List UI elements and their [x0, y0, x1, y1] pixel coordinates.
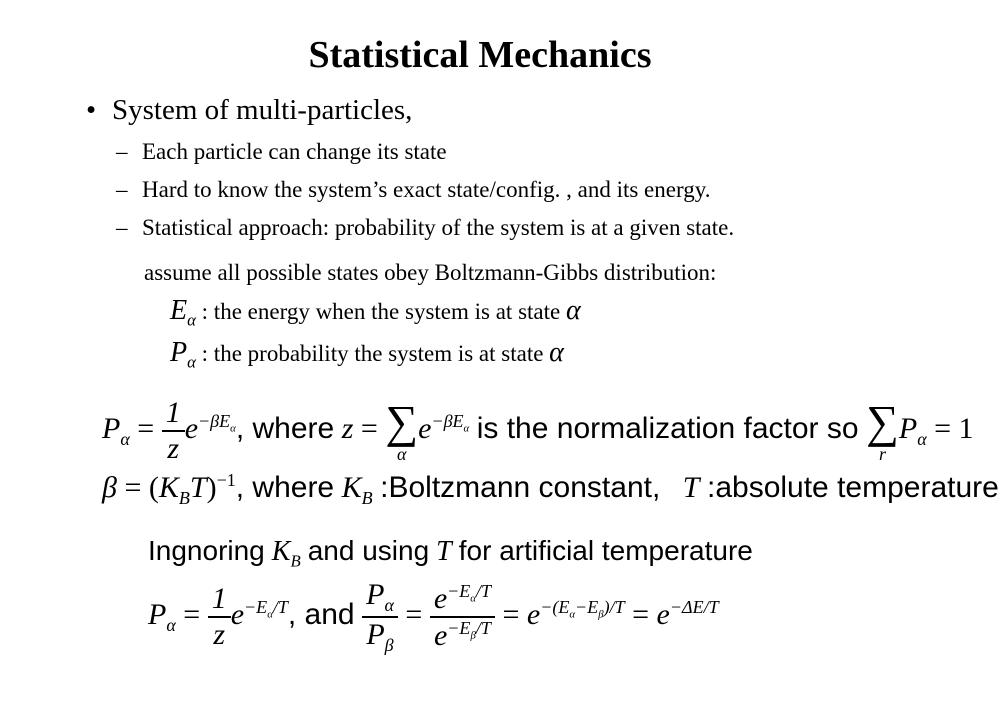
slide-title: Statistical Mechanics	[308, 34, 652, 76]
subbullet-change-state	[116, 137, 447, 167]
probability-symbol: $P_\alpha$	[170, 337, 196, 372]
energy-symbol: $E_\alpha$	[170, 295, 196, 330]
subbullet-text: Hard to know the system’s exact state/config. , and its energy.	[142, 177, 711, 202]
boltzmann-constant-text: :Boltzmann constant,	[380, 471, 661, 504]
subbullet-text: Each particle can change its state	[142, 139, 447, 164]
formula-boltzmann-distribution: $P_\alpha$ = $\frac{1}{z}$ $e^{-\beta E_\alpha}$, where z = ∑ α $e^{-\beta E_\alpha}$ is the normalization factor so ∑ r $P_\alpha = 1$	[102, 396, 974, 465]
probability-definition-text: : the probability the system is at state	[201, 341, 544, 366]
and-using-text: and using	[307, 535, 430, 566]
dash-marker: –	[116, 139, 128, 164]
subbullet-text: Statistical approach: probability of the system is at a given state.	[142, 215, 735, 240]
bullet-marker: •	[86, 94, 97, 126]
dash-marker: –	[116, 177, 128, 202]
ignoring-text: Ingnoring	[148, 535, 265, 566]
formula-beta: $\beta = (K_BT)^{-1}$, where $K_B$ :Boltzmann constant, T :absolute temperature	[102, 470, 999, 508]
bullet-text: System of multi-particles,	[112, 94, 413, 126]
alpha-symbol: α	[565, 295, 581, 326]
energy-definition	[170, 296, 581, 336]
subbullet-hard-to-know	[116, 175, 710, 205]
absolute-temperature-text: :absolute temperature	[706, 471, 999, 504]
boltzmann-assumption: assume all possible states obey Boltzmann-Gibbs distribution:	[144, 260, 717, 285]
where-kb-text: , where	[235, 471, 335, 504]
bullet-multi-particles	[86, 92, 412, 128]
subbullet-statistical-approach	[116, 213, 734, 243]
probability-definition	[170, 338, 564, 378]
ignoring-kb-note: Ingnoring $K_B$ and using T for artificial temperature	[148, 535, 753, 571]
artificial-temperature-text: for artificial temperature	[458, 535, 753, 566]
dash-marker: –	[116, 215, 128, 240]
alpha-symbol: α	[549, 337, 564, 368]
and-text: , and	[287, 597, 355, 631]
where-text: , where	[235, 411, 335, 445]
formula-probability-ratio: $P_\alpha$ = $\frac{1}{z}$ $e^{-E_\alpha/T}$, and $\frac{P_\alpha}{P_\beta}$ = $\frac{e^{-E_\alpha/T}}{e^{-E_\beta/T}}$ = $e^{-(E_\alpha-E_\beta)/T} = e^{-\Delta E/T}$	[148, 578, 719, 655]
energy-definition-text: : the energy when the system is at state	[201, 299, 561, 324]
normalization-text: is the normalization factor so	[476, 411, 859, 445]
